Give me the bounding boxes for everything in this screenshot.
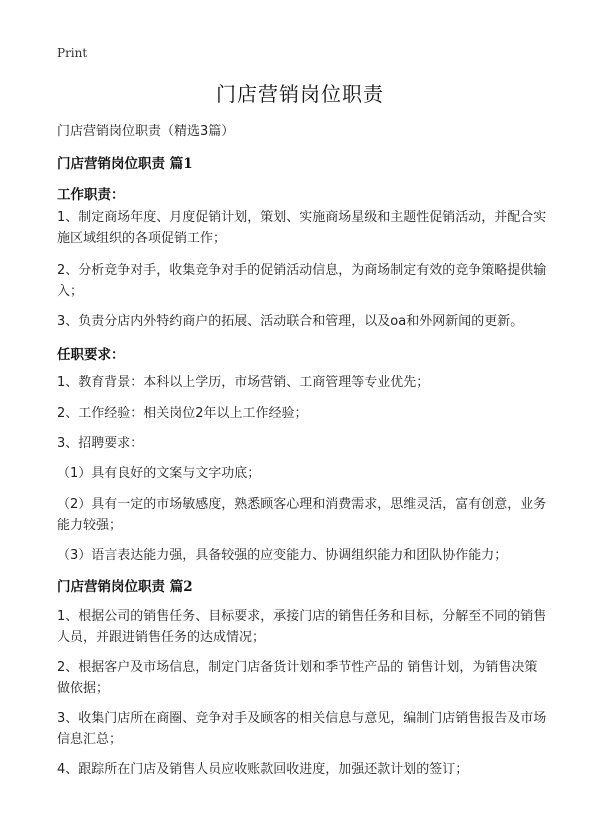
requirement-item-1: 1、教育背景：本科以上学历，市场营销、工商管理等专业优先； — [57, 375, 430, 390]
section-2-item-3: 3、收集门店所在商圈、竞争对手及顾客的相关信息与意见，编制门店销售报告及市场信息汇总； — [57, 711, 547, 747]
section-1-heading-suffix: 篇1 — [169, 156, 193, 172]
requirement-item-6: （3）语言表达能力强，具备较强的应变能力、协调组织能力和团队协作能力； — [57, 548, 508, 563]
section-2-heading — [57, 575, 193, 595]
requirements-heading: 任职要求： — [57, 347, 125, 363]
section-2-item-2: 2、根据客户及市场信息，制定门店备货计划和季节性产品的 销售计划，为销售决策做依据； — [57, 660, 538, 696]
duty-item-3: 3、负责分店内外特约商户的拓展、活动联合和管理，以及oa和外网新闻的更新。 — [57, 314, 524, 329]
section-2-item-4: 4、跟踪所在门店及销售人员应收账款回收进度，加强还款计划的签订； — [57, 762, 469, 777]
print-label: Print — [57, 46, 88, 60]
requirement-item-5: （2）具有一定的市场敏感度，熟悉顾客心理和消费需求，思维灵活，富有创意，业务能力较强； — [57, 497, 547, 533]
document-subtitle: 门店营销岗位职责（精选3篇） — [57, 124, 235, 139]
section-1-heading-prefix: 门店营销岗位职责 — [57, 156, 170, 172]
duties-heading: 工作职责： — [57, 187, 125, 203]
document-title: 门店营销岗位职责 — [216, 82, 384, 106]
duty-item-2: 2、分析竞争对手，收集竞争对手的促销活动信息，为商场制定有效的竞争策略提供输入； — [57, 263, 547, 299]
requirement-item-4: （1）具有良好的文案与文字功底； — [57, 466, 261, 481]
requirement-item-2: 2、工作经验：相关岗位2年以上工作经验； — [57, 406, 308, 421]
section-2-item-1: 1、根据公司的销售任务、目标要求，承接门店的销售任务和目标，分解至不同的销售人员，并跟进销售任务的达成情况； — [57, 609, 547, 645]
section-2-heading-suffix: 篇2 — [169, 579, 193, 595]
requirement-item-3: 3、招聘要求： — [57, 436, 144, 451]
section-2-heading-prefix: 门店营销岗位职责 — [57, 579, 170, 595]
section-1-heading — [57, 152, 193, 172]
duty-item-1: 1、制定商场年度、月度促销计划，策划、实施商场星级和主题性促销活动，并配合实施区域组织的各项促销工作； — [57, 210, 547, 246]
